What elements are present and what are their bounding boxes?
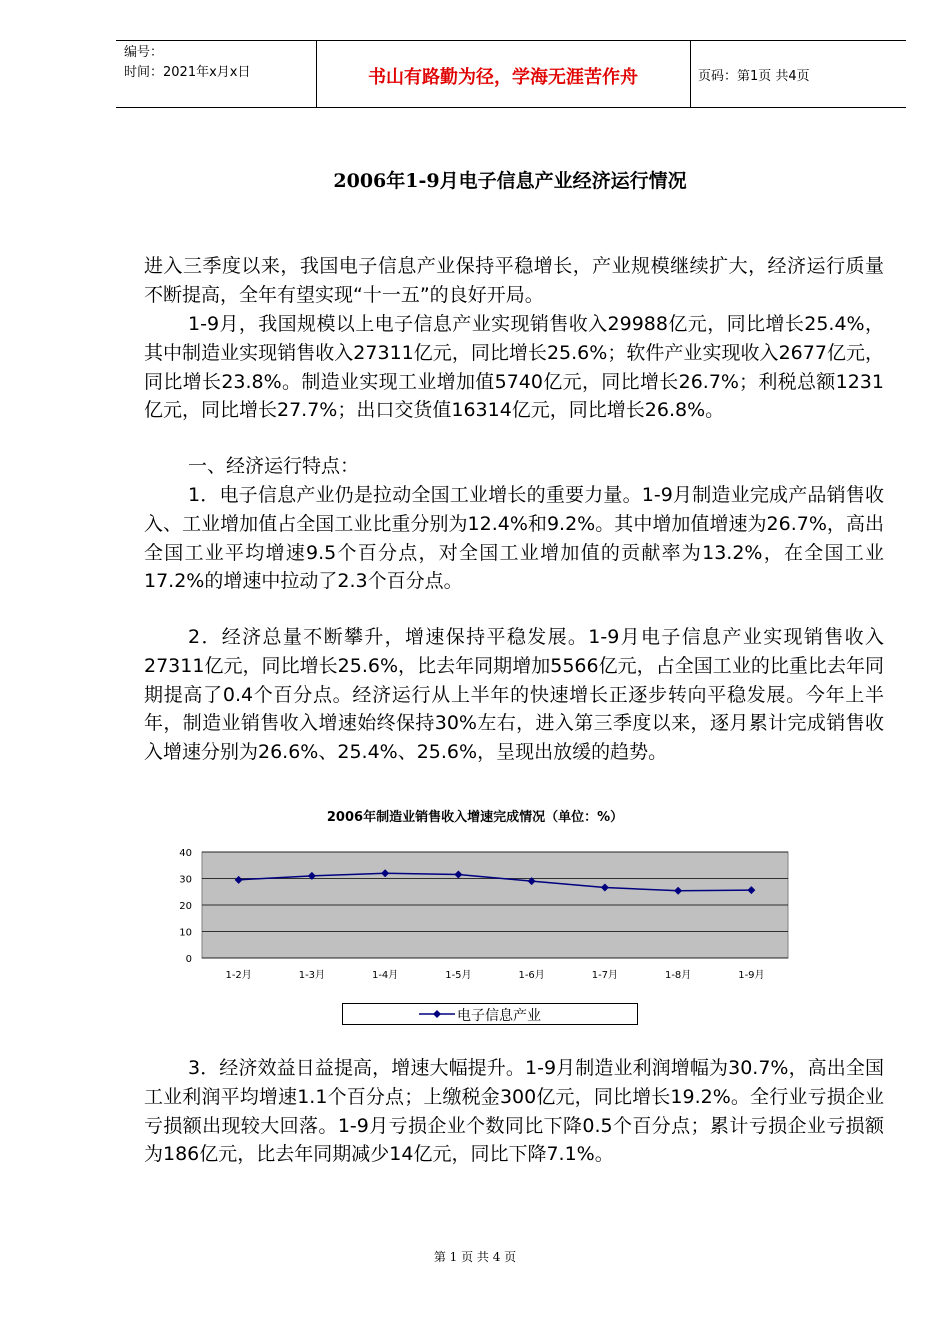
x-tick-label: 1-5月 xyxy=(445,970,472,981)
paragraph: 1-9月，我国规模以上电子信息产业实现销售收入29988亿元，同比增长25.4%，其中制造业实现销售收入27311亿元，同比增长25.6%；软件产业实现收入2677亿元，同比增长23.8%。制造业实现工业增加值5740亿元，同比增长26.7%；利税总额1231亿元，同比增长27.7%；出口交货值16314亿元，同比增长26.8%。 xyxy=(144,313,884,422)
y-tick-label: 0 xyxy=(185,954,192,965)
header-divider xyxy=(690,41,691,107)
x-tick-label: 1-8月 xyxy=(664,970,692,981)
line-chart xyxy=(160,836,800,986)
chart-legend xyxy=(342,1003,638,1025)
x-tick-label: 1-6月 xyxy=(518,970,545,981)
y-tick-label: 20 xyxy=(179,901,192,912)
y-tick-label: 40 xyxy=(179,848,192,859)
legend-marker-icon xyxy=(417,1006,457,1022)
x-tick-label: 1-4月 xyxy=(371,970,399,981)
section-heading: 一、经济运行特点： xyxy=(188,455,360,477)
document-header xyxy=(116,40,906,108)
header-page-label: 页码：第1页 共4页 xyxy=(698,69,810,84)
paragraph: 3．经济效益日益提高，增速大幅提升。1-9月制造业利润增幅为30.7%，高出全国工业利润平均增速1.1个百分点；上缴税金300亿元，同比增长19.2%。全行业亏损企业亏损额出现较大回落。1-9月亏损企业个数同比下降0.5个百分点；累计亏损企业亏损额为186亿元，比去年同期减少14亿元，同比下降7.1%。 xyxy=(144,1057,884,1166)
x-tick-label: 1-3月 xyxy=(298,970,326,981)
paragraph: 1．电子信息产业仍是拉动全国工业增长的重要力量。1-9月制造业完成产品销售收入、工业增加值占全国工业比重分别为12.4%和9.2%。其中增加值增速为26.7%，高出全国工业平均增速9.5个百分点，对全国工业增加值的贡献率为13.2%，在全国工业17.2%的增速中拉动了2.3个百分点。 xyxy=(144,484,884,593)
legend-label: 电子信息产业 xyxy=(457,1008,541,1024)
header-motto: 书山有路勤为径，学海无涯苦作舟 xyxy=(368,67,638,88)
document-title: 2006年1-9月电子信息产业经济运行情况 xyxy=(333,170,687,192)
x-tick-label: 1-7月 xyxy=(591,970,619,981)
x-tick-label: 1-2月 xyxy=(225,970,252,981)
paragraph: 2．经济总量不断攀升，增速保持平稳发展。1-9月电子信息产业实现销售收入27311亿元，同比增长25.6%，比去年同期增加5566亿元，占全国工业的比重比去年同期提高了0.4个百分点。经济运行从上半年的快速增长正逐步转向平稳发展。今年上半年，制造业销售收入增速始终保持30%左右，进入第三季度以来，逐月累计完成销售收入增速分别为26.6%、25.4%、25.6%，呈现出放缓的趋势。 xyxy=(144,626,884,764)
page-footer: 第 1 页 共 4 页 xyxy=(433,1250,517,1264)
paragraph: 进入三季度以来，我国电子信息产业保持平稳增长，产业规模继续扩大，经济运行质量不断提高，全年有望实现“十一五”的良好开局。 xyxy=(144,255,884,306)
x-tick-label: 1-9月 xyxy=(738,970,765,981)
header-left-cell xyxy=(124,43,250,83)
chart-title: 2006年制造业销售收入增速完成情况（单位：%） xyxy=(326,810,624,825)
y-tick-label: 10 xyxy=(179,927,192,939)
code-label: 编号： xyxy=(124,45,164,60)
y-tick-label: 30 xyxy=(179,874,192,886)
time-label: 时间：2021年x月x日 xyxy=(124,65,251,80)
